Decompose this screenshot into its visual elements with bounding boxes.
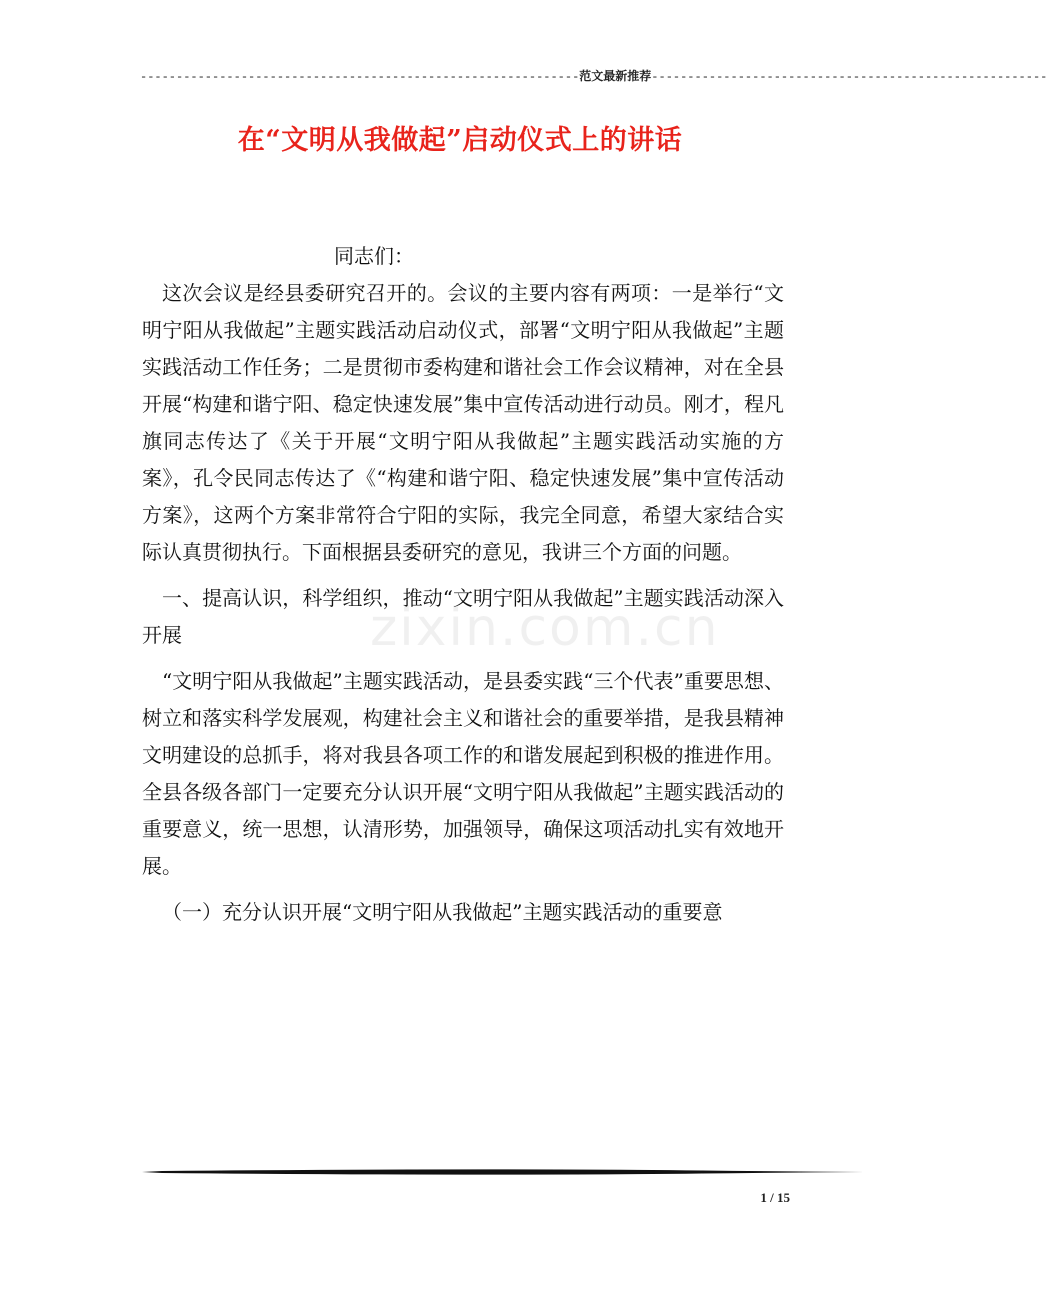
- subsection-heading: （一）充分认识开展“文明宁阳从我做起”主题实践活动的重要意: [162, 900, 723, 924]
- document-title: 在“文明从我做起”启动仪式上的讲话: [237, 125, 683, 156]
- page-header: [140, 68, 1047, 85]
- footer-rule: [142, 1168, 864, 1176]
- header-tag: 范文最新推荐: [579, 69, 652, 83]
- salutation: 同志们：: [334, 244, 414, 268]
- page-number: 1 / 15: [760, 1190, 790, 1205]
- header-dashes-left: -------------------------------------------------------------: [140, 70, 580, 84]
- paragraph-intro: 这次会议是经县委研究召开的。会议的主要内容有两项：一是举行“文明宁阳从我做起”主题实践活动启动仪式，部署“文明宁阳从我做起”主题实践活动工作任务；二是贯彻市委构建和谐社会工作会议精神，对在全县开展“构建和谐宁阳、稳定快速发展”集中宣传活动进行动员。刚才，程凡旗同志传达了《关于开展“文明宁阳从我做起”主题实践活动实施的方案》，孔令民同志传达了《“构建和谐宁阳、稳定快速发展”集中宣传活动方案》，这两个方案非常符合宁阳的实际，我完全同意，希望大家结合实际认真贯彻执行。下面根据县委研究的意见，我讲三个方面的问题。: [142, 281, 784, 564]
- header-dashes-right: -------------------------------------------------------: [651, 70, 1047, 84]
- section-heading-one: 一、提高认识，科学组织，推动“文明宁阳从我做起”主题实践活动深入开展: [142, 586, 784, 647]
- watermark: zixin.com.cn: [370, 598, 720, 658]
- document-body: [142, 238, 784, 931]
- paragraph-section-one: “文明宁阳从我做起”主题实践活动，是县委实践“三个代表”重要思想、树立和落实科学发展观，构建社会主义和谐社会的重要举措，是我县精神文明建设的总抓手，将对我县各项工作的和谐发展起到积极的推进作用。全县各级各部门一定要充分认识开展“文明宁阳从我做起”主题实践活动的重要意义，统一思想，认清形势，加强领导，确保这项活动扎实有效地开展。: [142, 669, 784, 878]
